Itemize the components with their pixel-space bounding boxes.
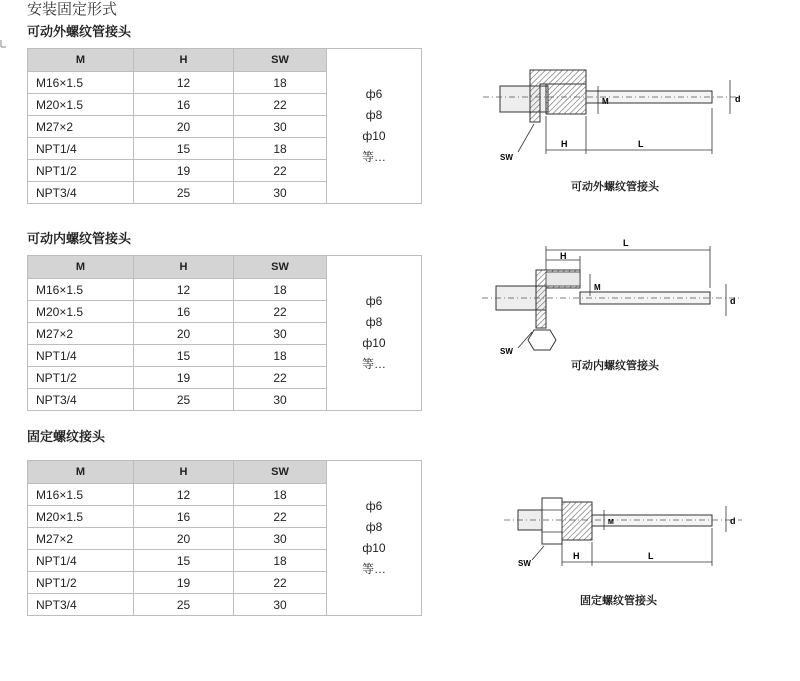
cell-m: NPT1/4 (28, 138, 134, 160)
dimension-m-label: M (602, 97, 609, 106)
spec-table-internal-thread (27, 255, 422, 411)
cell-h: 16 (134, 94, 234, 116)
cell-m: M20×1.5 (28, 94, 134, 116)
cell-h: 12 (134, 72, 234, 94)
cell-h: 16 (134, 301, 234, 323)
diameter-options (327, 256, 422, 411)
cell-h: 20 (134, 528, 234, 550)
diameter-option: ф10 (362, 541, 386, 555)
spec-table-fixed-thread (27, 460, 422, 616)
cell-sw: 30 (234, 594, 327, 616)
cell-h: 19 (134, 367, 234, 389)
diameter-options (327, 49, 422, 204)
table-header-row (28, 461, 422, 484)
diameter-option: ф6 (365, 294, 383, 308)
cell-m: M27×2 (28, 116, 134, 138)
diameter-option: ф8 (365, 315, 383, 329)
diameter-option: ф8 (365, 520, 383, 534)
cell-m: NPT1/4 (28, 345, 134, 367)
dimension-l-label: L (638, 139, 644, 149)
diameter-option-more: 等… (361, 562, 386, 576)
dimension-d-label: d (735, 94, 741, 104)
cell-h: 15 (134, 550, 234, 572)
cell-h: 12 (134, 279, 234, 301)
dimension-h-label: H (561, 139, 568, 149)
column-header-m: M (28, 461, 134, 484)
diagram-caption-external-thread: 可动外螺纹管接头 (571, 181, 659, 193)
column-header-sw: SW (234, 49, 327, 72)
diagram-caption-internal-thread: 可动内螺纹管接头 (571, 360, 659, 372)
cell-sw: 30 (234, 182, 327, 204)
dimension-m-label: M (608, 519, 614, 526)
cell-m: NPT3/4 (28, 389, 134, 411)
cell-h: 16 (134, 506, 234, 528)
cell-m: NPT1/4 (28, 550, 134, 572)
cell-sw: 18 (234, 550, 327, 572)
cell-sw: 22 (234, 94, 327, 116)
cell-m: M16×1.5 (28, 279, 134, 301)
page-title: 安装固定形式 (27, 1, 118, 18)
cell-m: NPT1/2 (28, 160, 134, 182)
spec-table-external-thread (27, 48, 422, 204)
diameter-option-more: 等… (361, 150, 386, 164)
dimension-sw-label: SW (500, 153, 513, 162)
cell-m: NPT1/2 (28, 367, 134, 389)
diameter-option: ф10 (362, 336, 386, 350)
cell-m: M16×1.5 (28, 484, 134, 506)
diameter-option: ф6 (365, 499, 383, 513)
column-header-sw: SW (234, 461, 327, 484)
cell-h: 20 (134, 323, 234, 345)
dimension-d-label: d (730, 516, 736, 526)
dimension-sw-label: SW (500, 347, 513, 356)
cell-sw: 18 (234, 484, 327, 506)
diameter-option-more: 等… (361, 357, 386, 371)
internal-thread-fitting-diagram (478, 232, 748, 357)
cell-sw: 22 (234, 506, 327, 528)
cell-h: 25 (134, 182, 234, 204)
cell-sw: 18 (234, 279, 327, 301)
external-thread-fitting-diagram (478, 58, 748, 168)
cell-h: 25 (134, 594, 234, 616)
column-header-sw: SW (234, 256, 327, 279)
dimension-h-label: H (560, 251, 567, 261)
table-header-row (28, 49, 422, 72)
diameter-option: ф6 (365, 87, 383, 101)
cell-m: M27×2 (28, 528, 134, 550)
diameter-option: ф8 (365, 108, 383, 122)
corner-mark (0, 38, 10, 48)
section-title-fixed-thread: 固定螺纹接头 (27, 429, 106, 444)
cell-m: NPT3/4 (28, 182, 134, 204)
cell-sw: 22 (234, 367, 327, 389)
cell-m: NPT3/4 (28, 594, 134, 616)
diameter-option: ф10 (362, 129, 386, 143)
cell-sw: 22 (234, 301, 327, 323)
column-header-m: M (28, 256, 134, 279)
cell-h: 12 (134, 484, 234, 506)
cell-m: M20×1.5 (28, 506, 134, 528)
cell-sw: 18 (234, 345, 327, 367)
section-title-external-thread: 可动外螺纹管接头 (27, 24, 132, 39)
dimension-d-label: d (730, 296, 736, 306)
cell-h: 15 (134, 138, 234, 160)
cell-sw: 30 (234, 323, 327, 345)
cell-sw: 22 (234, 572, 327, 594)
cell-sw: 18 (234, 138, 327, 160)
cell-sw: 30 (234, 528, 327, 550)
cell-h: 19 (134, 160, 234, 182)
column-header-m: M (28, 49, 134, 72)
dimension-l-label: L (623, 238, 629, 248)
section-title-internal-thread: 可动内螺纹管接头 (27, 231, 132, 246)
cell-m: M20×1.5 (28, 301, 134, 323)
fixed-thread-fitting-diagram (498, 484, 748, 574)
column-header-h: H (134, 256, 234, 279)
cell-m: NPT1/2 (28, 572, 134, 594)
column-header-h: H (134, 461, 234, 484)
dimension-l-label: L (648, 551, 654, 561)
cell-m: M16×1.5 (28, 72, 134, 94)
cell-sw: 22 (234, 160, 327, 182)
dimension-h-label: H (573, 551, 580, 561)
cell-h: 19 (134, 572, 234, 594)
cell-sw: 18 (234, 72, 327, 94)
cell-h: 20 (134, 116, 234, 138)
diameter-options (327, 461, 422, 616)
cell-m: M27×2 (28, 323, 134, 345)
table-header-row (28, 256, 422, 279)
dimension-sw-label: SW (518, 559, 531, 568)
dimension-m-label: M (594, 283, 601, 292)
cell-sw: 30 (234, 389, 327, 411)
diagram-caption-fixed-thread: 固定螺纹管接头 (580, 595, 657, 607)
cell-h: 15 (134, 345, 234, 367)
column-header-h: H (134, 49, 234, 72)
cell-h: 25 (134, 389, 234, 411)
cell-sw: 30 (234, 116, 327, 138)
